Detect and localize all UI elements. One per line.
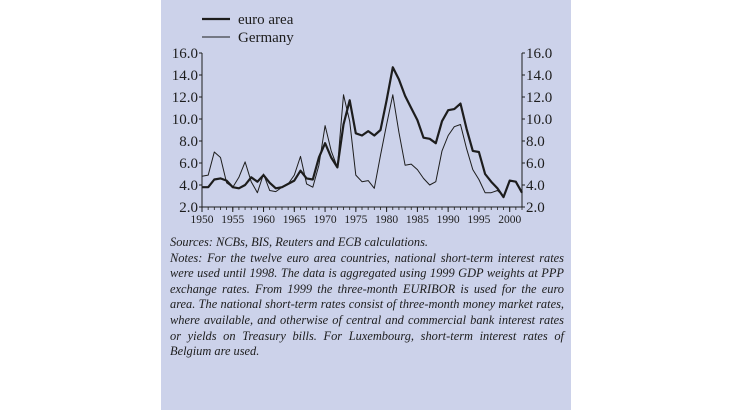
y-tick-label-left: 8.0 <box>179 134 198 150</box>
y-tick-label-right: 16.0 <box>526 46 553 62</box>
x-tick-label: 1965 <box>282 214 306 226</box>
y-tick-label-left: 12.0 <box>171 90 198 106</box>
chart-legend <box>202 12 294 46</box>
y-tick-label-right: 4.0 <box>526 178 545 194</box>
y-tick-label-right: 10.0 <box>526 112 553 128</box>
y-tick-label-left: 4.0 <box>179 178 198 194</box>
x-tick-label: 1975 <box>344 214 368 226</box>
figure-notes <box>170 235 564 360</box>
y-tick-label-left: 16.0 <box>171 46 198 62</box>
sources-note: Sources: NCBs, BIS, Reuters and ECB calculations. <box>170 235 428 249</box>
x-tick-label: 1970 <box>313 214 337 226</box>
x-tick-label: 1990 <box>436 214 460 226</box>
x-tick-label: 1985 <box>405 214 429 226</box>
y-tick-label-left: 10.0 <box>171 112 198 128</box>
y-tick-label-right: 14.0 <box>526 68 553 84</box>
x-tick-label: 2000 <box>498 214 522 226</box>
y-tick-label-left: 6.0 <box>179 156 198 172</box>
y-tick-label-right: 12.0 <box>526 90 553 106</box>
legend-label: euro area <box>238 12 294 28</box>
x-tick-label: 1960 <box>252 214 276 226</box>
y-tick-label-right: 8.0 <box>526 134 545 150</box>
y-tick-label-left: 14.0 <box>171 68 198 84</box>
x-tick-label: 1950 <box>190 214 214 226</box>
notes-text: Notes: For the twelve euro area countries, national short-term interest rates were used until 1998. The data is aggregated using 1999 GDP weights at PPP exchange rates. From 1999 the three-month EURIBOR is used for the euro area. The national short-term rates consist of three-month money market rates, where available, and otherwise of central and commercial bank interest rates or yields on Treasury bills. For Luxembourg, short-term interest rates of Belgium are used. <box>170 250 564 359</box>
y-tick-label-right: 6.0 <box>526 156 545 172</box>
legend-label: Germany <box>238 30 294 46</box>
chart-axes <box>202 53 522 207</box>
series-line-germany <box>202 95 522 196</box>
x-tick-label: 1995 <box>467 214 491 226</box>
y-tick-label-left: 2.0 <box>179 200 198 216</box>
chart-series <box>202 67 522 197</box>
y-tick-label-right: 2.0 <box>526 200 545 216</box>
x-tick-label: 1980 <box>375 214 399 226</box>
x-tick-label: 1955 <box>221 214 245 226</box>
